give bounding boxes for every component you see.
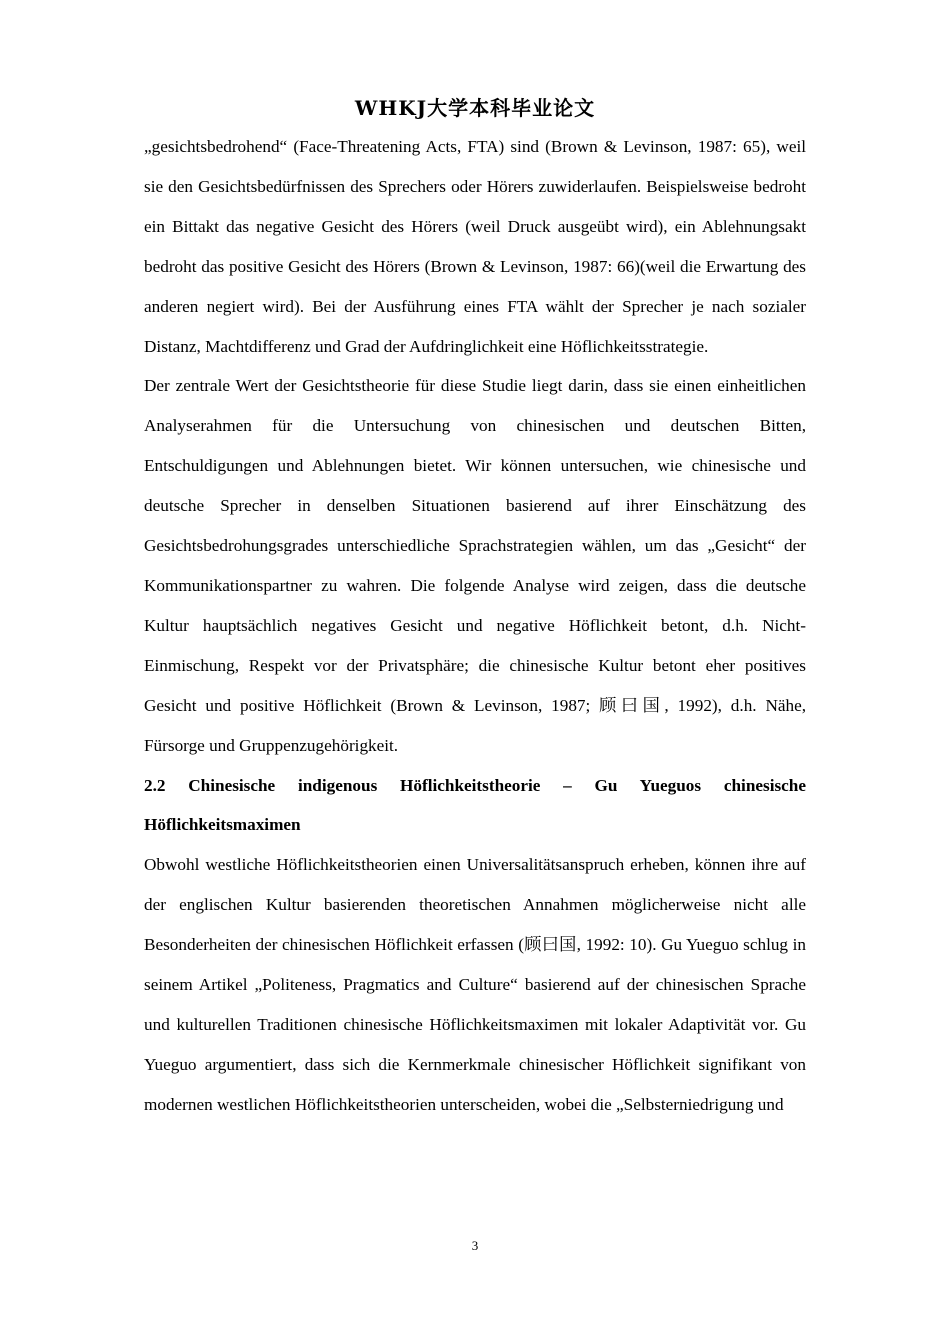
paragraph-fta: „gesichtsbedrohend“ (Face-Threatening Acts, FTA) sind (Brown & Levinson, 1987: 65), weil sie den Gesichtsbedürfnissen des Sprechers oder Hörers zuwiderlaufen. Beispielsweise bedroht ein Bittakt das negative Gesicht des Hörers (weil Druck ausgeübt wird), ein Ablehnungsakt bedroht das positive Gesicht des Hörers (Brown & Levinson, 1987: 66)(weil die Erwartung des anderen negiert wird). Bei der Ausführung eines FTA wählt der Sprecher je nach sozialer Distanz, Machtdifferenz und Grad der Aufdringlichkeit eine Höflichkeitsstrategie.: [144, 137, 806, 356]
paragraph-face-theory-value: Der zentrale Wert der Gesichtstheorie für diese Studie liegt darin, dass sie einen einheitlichen Analyserahmen für die Untersuchung von chinesischen und deutschen Bitten, Entschuldigungen und Ablehnungen bietet. Wir können untersuchen, wie chinesische und deutsche Sprecher in denselben Situationen basierend auf ihrer Einschätzung des Gesichtsbedrohungsgrades unterschiedliche Sprachstrategien wählen, um das „Gesicht“ der Kommunikationspartner zu wahren. Die folgende Analyse wird zeigen, dass die deutsche Kultur hauptsächlich negatives Gesicht und negative Höflichkeit betont, d.h. Nicht-Einmischung, Respekt vor der Privatsphäre; die chinesische Kultur betont eher positives Gesicht und positive Höflichkeit (Brown & Levinson, 1987; 顾曰国, 1992), d.h. Nähe, Fürsorge und Gruppenzugehörigkeit.: [144, 376, 806, 755]
body-text: [144, 127, 806, 1125]
running-header: WHKJ大学本科毕业论文: [354, 96, 596, 120]
section-heading: 2.2 Chinesische indigenous Höflichkeitstheorie – Gu Yueguos chinesische Höflichkeitsmaximen: [144, 775, 806, 835]
page-number: 3: [471, 1238, 479, 1253]
paragraph-gu-yueguo: Obwohl westliche Höflichkeitstheorien einen Universalitätsanspruch erheben, können ihre auf der englischen Kultur basierenden theoretischen Annahmen möglicherweise nicht alle Besonderheiten der chinesischen Höflichkeit erfassen (顾曰国, 1992: 10). Gu Yueguo schlug in seinem Artikel „Politeness, Pragmatics and Culture“ basierend auf der chinesischen Sprache und kulturellen Traditionen chinesische Höflichkeitsmaximen mit lokaler Adaptivität vor. Gu Yueguo argumentiert, dass sich die Kernmerkmale chinesischer Höflichkeit signifikant von modernen westlichen Höflichkeitstheorien unterscheiden, wobei die „Selbsterniedrigung und: [144, 855, 806, 1114]
